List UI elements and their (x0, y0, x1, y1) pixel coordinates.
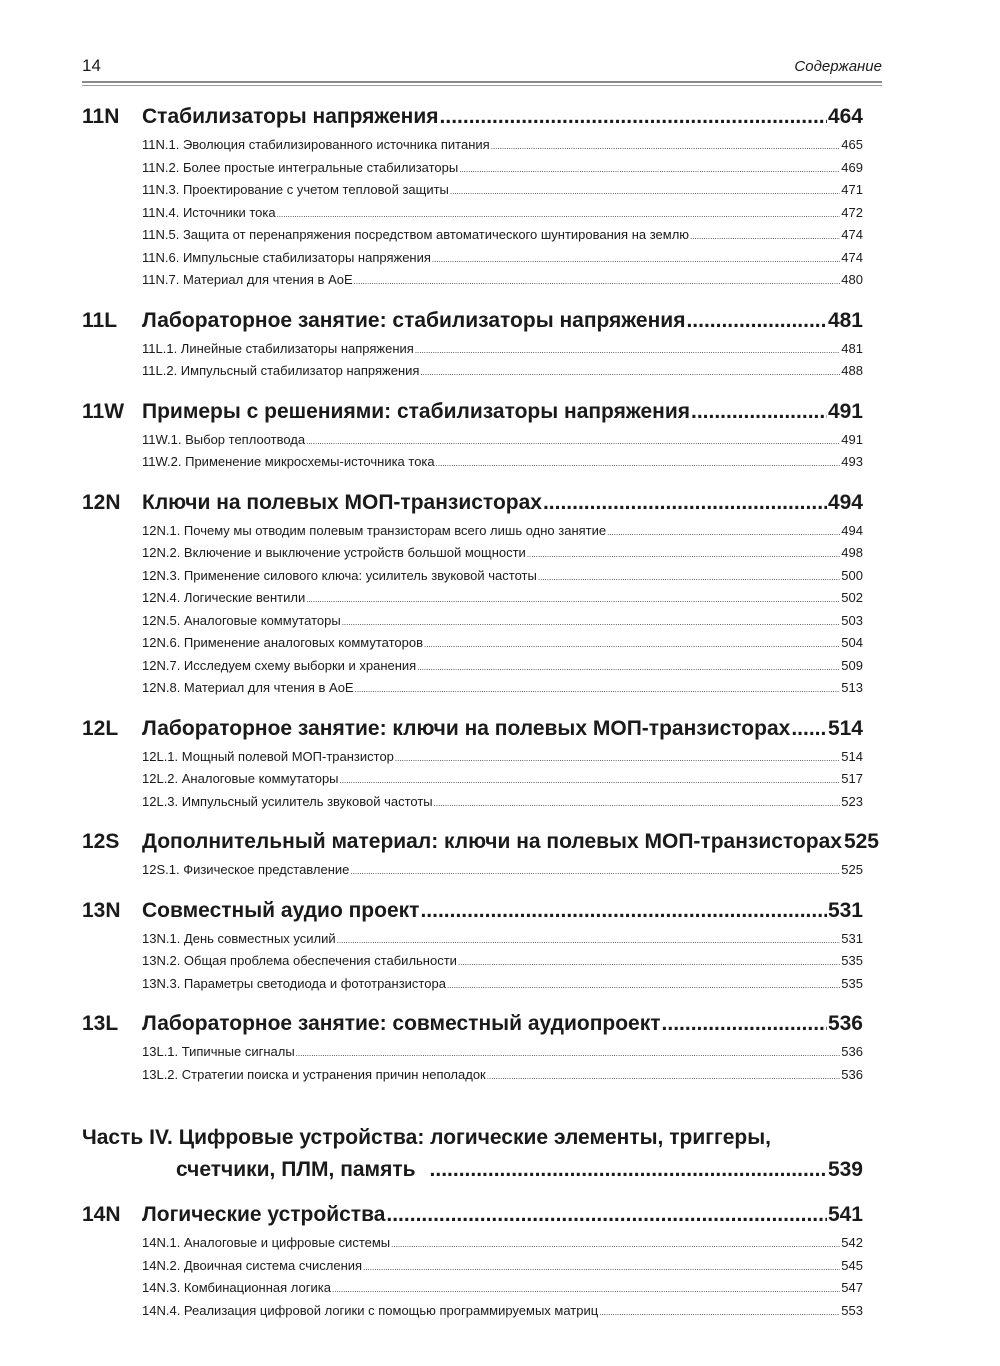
section-title: 13N.1. День совместных усилий (142, 930, 336, 946)
leader-dots (277, 204, 841, 227)
leader-dots (306, 589, 840, 612)
section-entry[interactable] (142, 565, 863, 588)
section-title: 12N.8. Материал для чтения в AoE (142, 680, 354, 695)
section-title: 12N.5. Аналоговые коммутаторы (142, 612, 341, 628)
section-title: 11N.7. Материал для чтения в AoE (142, 272, 353, 287)
leader-dots (337, 930, 841, 953)
chapter-page: 481 (827, 308, 863, 332)
chapter-entry-14n[interactable] (82, 1198, 863, 1232)
leader-dots (395, 748, 840, 771)
running-title: Содержание (794, 58, 882, 75)
section-entry[interactable] (142, 338, 863, 361)
section-entry[interactable] (142, 791, 863, 814)
section-entry[interactable] (142, 859, 863, 882)
leader-dots (662, 1007, 827, 1041)
section-title: 13L.1. Типичные сигналы (142, 1044, 295, 1059)
section-page: 514 (841, 748, 863, 764)
leader-dots (391, 1234, 840, 1257)
part-page: 539 (827, 1158, 863, 1181)
section-title: 11N.6. Импульсные стабилизаторы напряжения (142, 249, 431, 265)
section-page: 472 (841, 204, 863, 220)
leader-dots (332, 1279, 840, 1302)
leader-dots (538, 567, 840, 590)
leader-dots (432, 249, 840, 272)
chapter-entry-12n[interactable] (82, 486, 863, 520)
section-entry[interactable] (142, 1232, 863, 1255)
chapter-title: Примеры с решениями: стабилизаторы напряжения (142, 399, 690, 423)
section-entry[interactable] (142, 928, 863, 951)
section-title: 14N.4. Реализация цифровой логики с помощью программируемых матриц (142, 1302, 599, 1318)
chapter-title: Ключи на полевых МОП-транзисторах (142, 490, 542, 514)
section-title: 12L.3. Импульсный усилитель звуковой частоты (142, 793, 433, 809)
section-page: 471 (841, 182, 863, 197)
section-entry[interactable] (142, 520, 863, 543)
section-entry[interactable] (142, 587, 863, 610)
section-page: 493 (841, 454, 863, 469)
leader-dots (690, 226, 840, 249)
section-entry[interactable] (142, 134, 863, 157)
leader-dots (340, 770, 841, 793)
section-title: 12L.2. Аналоговые коммутаторы (142, 771, 339, 786)
section-title: 11W.1. Выбор теплоотвода (142, 431, 306, 447)
section-page: 494 (841, 522, 863, 538)
leader-dots (420, 362, 840, 385)
leader-dots (440, 100, 827, 134)
part-title-line2-row (82, 1154, 863, 1186)
section-page: 474 (841, 249, 863, 265)
section-title: 11N.4. Источники тока (142, 204, 276, 220)
chapter-entry-13n[interactable] (82, 894, 863, 928)
section-title: 11N.2. Более простые интегральные стабилизаторы (142, 159, 459, 175)
chapter-number: 13N (82, 898, 121, 922)
leader-dots (354, 271, 841, 294)
chapter-title: Лабораторное занятие: ключи на полевых МОП-транзисторах (142, 716, 791, 740)
section-entry[interactable] (142, 1300, 863, 1323)
chapter-title: Дополнительный материал: ключи на полевых МОП-транзисторах (142, 830, 842, 853)
section-entry[interactable] (142, 677, 863, 700)
leader-dots (306, 431, 840, 454)
chapter-number: 12N (82, 490, 121, 514)
chapter-number: 11L (82, 308, 118, 332)
section-entry[interactable] (142, 746, 863, 769)
leader-dots (447, 975, 840, 998)
section-page: 504 (841, 635, 863, 650)
leader-dots (791, 712, 827, 746)
section-entry[interactable] (142, 360, 863, 383)
chapter-page: 531 (827, 898, 863, 922)
chapter-title: Стабилизаторы напряжения (142, 105, 439, 128)
leader-dots (415, 340, 840, 363)
leader-dots (491, 136, 841, 159)
leader-dots (363, 1257, 840, 1280)
leader-dots (487, 1066, 841, 1089)
chapter-block (82, 100, 863, 292)
part-heading[interactable] (82, 1122, 863, 1186)
leader-dots (434, 793, 841, 816)
section-entry[interactable] (142, 451, 863, 474)
part-title-line1: Часть IV. Цифровые устройства: логические элементы, триггеры, (82, 1126, 772, 1149)
chapter-title: Логические устройства (142, 1203, 386, 1226)
leader-dots (527, 544, 840, 567)
section-page: 517 (841, 771, 863, 786)
leader-dots (450, 181, 840, 204)
chapter-block (82, 1007, 863, 1086)
chapter-page: 536 (827, 1012, 863, 1035)
section-title: 11N.1. Эволюция стабилизированного источника питания (142, 137, 490, 152)
leader-dots (436, 453, 841, 476)
section-page: 547 (841, 1280, 863, 1295)
section-entry[interactable] (142, 179, 863, 202)
chapter-block (82, 894, 863, 996)
leader-dots (691, 395, 827, 429)
section-page: 545 (841, 1257, 863, 1273)
section-entry[interactable] (142, 632, 863, 655)
section-title: 12N.7. Исследуем схему выборки и хранения (142, 657, 417, 673)
section-entry[interactable] (142, 157, 863, 180)
leader-dots (350, 861, 840, 884)
section-page: 503 (841, 612, 863, 628)
section-title: 13N.3. Параметры светодиода и фототранзистора (142, 975, 446, 991)
leader-dots (686, 304, 827, 338)
section-page: 469 (841, 159, 863, 175)
leader-dots (599, 1302, 840, 1325)
chapter-title: Совместный аудио проект (142, 898, 420, 922)
table-of-contents (82, 100, 879, 1322)
section-page: 491 (841, 431, 863, 447)
header-rule (82, 81, 882, 83)
section-title: 14N.3. Комбинационная логика (142, 1280, 331, 1295)
section-title: 12N.6. Применение аналоговых коммутаторов (142, 635, 423, 650)
section-title: 12N.4. Логические вентили (142, 590, 306, 605)
section-page: 525 (841, 862, 863, 877)
section-page: 480 (841, 272, 863, 287)
chapter-number: 12S (82, 830, 120, 853)
section-page: 481 (841, 340, 863, 356)
section-entry[interactable] (142, 269, 863, 292)
leader-dots (430, 1154, 827, 1186)
leader-dots (417, 657, 840, 680)
section-title: 12N.3. Применение силового ключа: усилитель звуковой частоты (142, 567, 537, 583)
chapter-page: 541 (827, 1203, 863, 1226)
section-page: 535 (841, 975, 863, 991)
chapter-entry-11l[interactable] (82, 304, 863, 338)
section-page: 536 (841, 1044, 863, 1059)
section-title: 11L.1. Линейные стабилизаторы напряжения (142, 340, 414, 356)
section-page: 474 (841, 227, 863, 242)
section-page: 513 (841, 680, 863, 695)
chapter-entry-12l[interactable] (82, 712, 863, 746)
section-page: 502 (841, 590, 863, 605)
section-page: 542 (841, 1235, 863, 1250)
leader-dots (458, 952, 840, 975)
chapter-page: 525 (843, 830, 879, 853)
section-entry[interactable] (142, 973, 863, 996)
leader-dots (543, 486, 827, 520)
section-entry[interactable] (142, 224, 863, 247)
header-rule-thin (82, 85, 882, 86)
section-entry[interactable] (142, 1255, 863, 1278)
section-entry[interactable] (142, 1277, 863, 1300)
leader-dots (420, 894, 827, 928)
chapter-title: Лабораторное занятие: совместный аудиопроект (142, 1012, 661, 1035)
running-header (82, 56, 882, 80)
section-title: 11N.5. Защита от перенапряжения посредством автоматического шунтирования на землю (142, 227, 690, 242)
chapter-page: 514 (827, 716, 863, 740)
chapter-number: 12L (82, 716, 119, 740)
chapter-number: 13L (82, 1012, 119, 1035)
leader-dots (342, 612, 841, 635)
section-title: 12N.1. Почему мы отводим полевым транзисторам всего лишь одно занятие (142, 522, 607, 538)
section-entry[interactable] (142, 247, 863, 270)
section-page: 509 (841, 657, 863, 673)
chapter-block (82, 486, 863, 700)
section-title: 13L.2. Стратегии поиска и устранения причин неполадок (142, 1066, 486, 1082)
section-title: 11N.3. Проектирование с учетом тепловой защиты (142, 182, 449, 197)
chapter-entry-12s[interactable] (82, 825, 879, 859)
section-entry[interactable] (142, 610, 863, 633)
section-page: 531 (841, 930, 863, 946)
chapter-block (82, 712, 863, 814)
section-page: 465 (841, 137, 863, 152)
section-entry[interactable] (142, 950, 863, 973)
section-title: 11W.2. Применение микросхемы-источника тока (142, 454, 435, 469)
section-entry[interactable] (142, 655, 863, 678)
section-entry[interactable] (142, 429, 863, 452)
chapter-page: 491 (827, 399, 863, 423)
section-page: 498 (841, 545, 863, 560)
part-title-line2: счетчики, ПЛМ, память (176, 1158, 416, 1181)
section-title: 11L.2. Импульсный стабилизатор напряжения (142, 363, 420, 378)
chapter-number: 14N (82, 1203, 121, 1226)
section-entry[interactable] (142, 1064, 863, 1087)
chapter-block (82, 395, 863, 474)
leader-dots (386, 1198, 827, 1232)
section-page: 523 (841, 793, 863, 809)
section-title: 13N.2. Общая проблема обеспечения стабильности (142, 953, 457, 968)
leader-dots (424, 634, 840, 657)
chapter-block (82, 825, 879, 882)
section-page: 535 (841, 953, 863, 968)
section-page: 553 (841, 1302, 863, 1318)
chapter-block (82, 1198, 863, 1322)
page-number: 14 (82, 56, 101, 75)
section-page: 500 (841, 567, 863, 583)
chapter-title: Лабораторное занятие: стабилизаторы напряжения (142, 308, 686, 332)
section-title: 14N.2. Двоичная система счисления (142, 1257, 363, 1273)
leader-dots (459, 159, 840, 182)
chapter-number: 11W (82, 399, 125, 423)
section-entry[interactable] (142, 1041, 863, 1064)
chapter-entry-13l[interactable] (82, 1007, 863, 1041)
chapter-entry-11w[interactable] (82, 395, 863, 429)
leader-dots (355, 679, 841, 702)
section-page: 488 (841, 363, 863, 378)
section-title: 12N.2. Включение и выключение устройств большой мощности (142, 545, 526, 560)
section-entry[interactable] (142, 202, 863, 225)
section-title: 14N.1. Аналоговые и цифровые системы (142, 1235, 391, 1250)
section-entry[interactable] (142, 768, 863, 791)
chapter-page: 464 (827, 105, 863, 128)
section-title: 12L.1. Мощный полевой МОП-транзистор (142, 748, 394, 764)
leader-dots (607, 522, 840, 545)
section-title: 12S.1. Физическое представление (142, 862, 350, 877)
chapter-page: 494 (827, 490, 863, 514)
chapter-entry-11n[interactable] (82, 100, 863, 134)
section-entry[interactable] (142, 542, 863, 565)
chapter-block (82, 304, 863, 383)
leader-dots (296, 1043, 841, 1066)
section-page: 536 (841, 1066, 863, 1082)
chapter-number: 11N (82, 105, 120, 128)
